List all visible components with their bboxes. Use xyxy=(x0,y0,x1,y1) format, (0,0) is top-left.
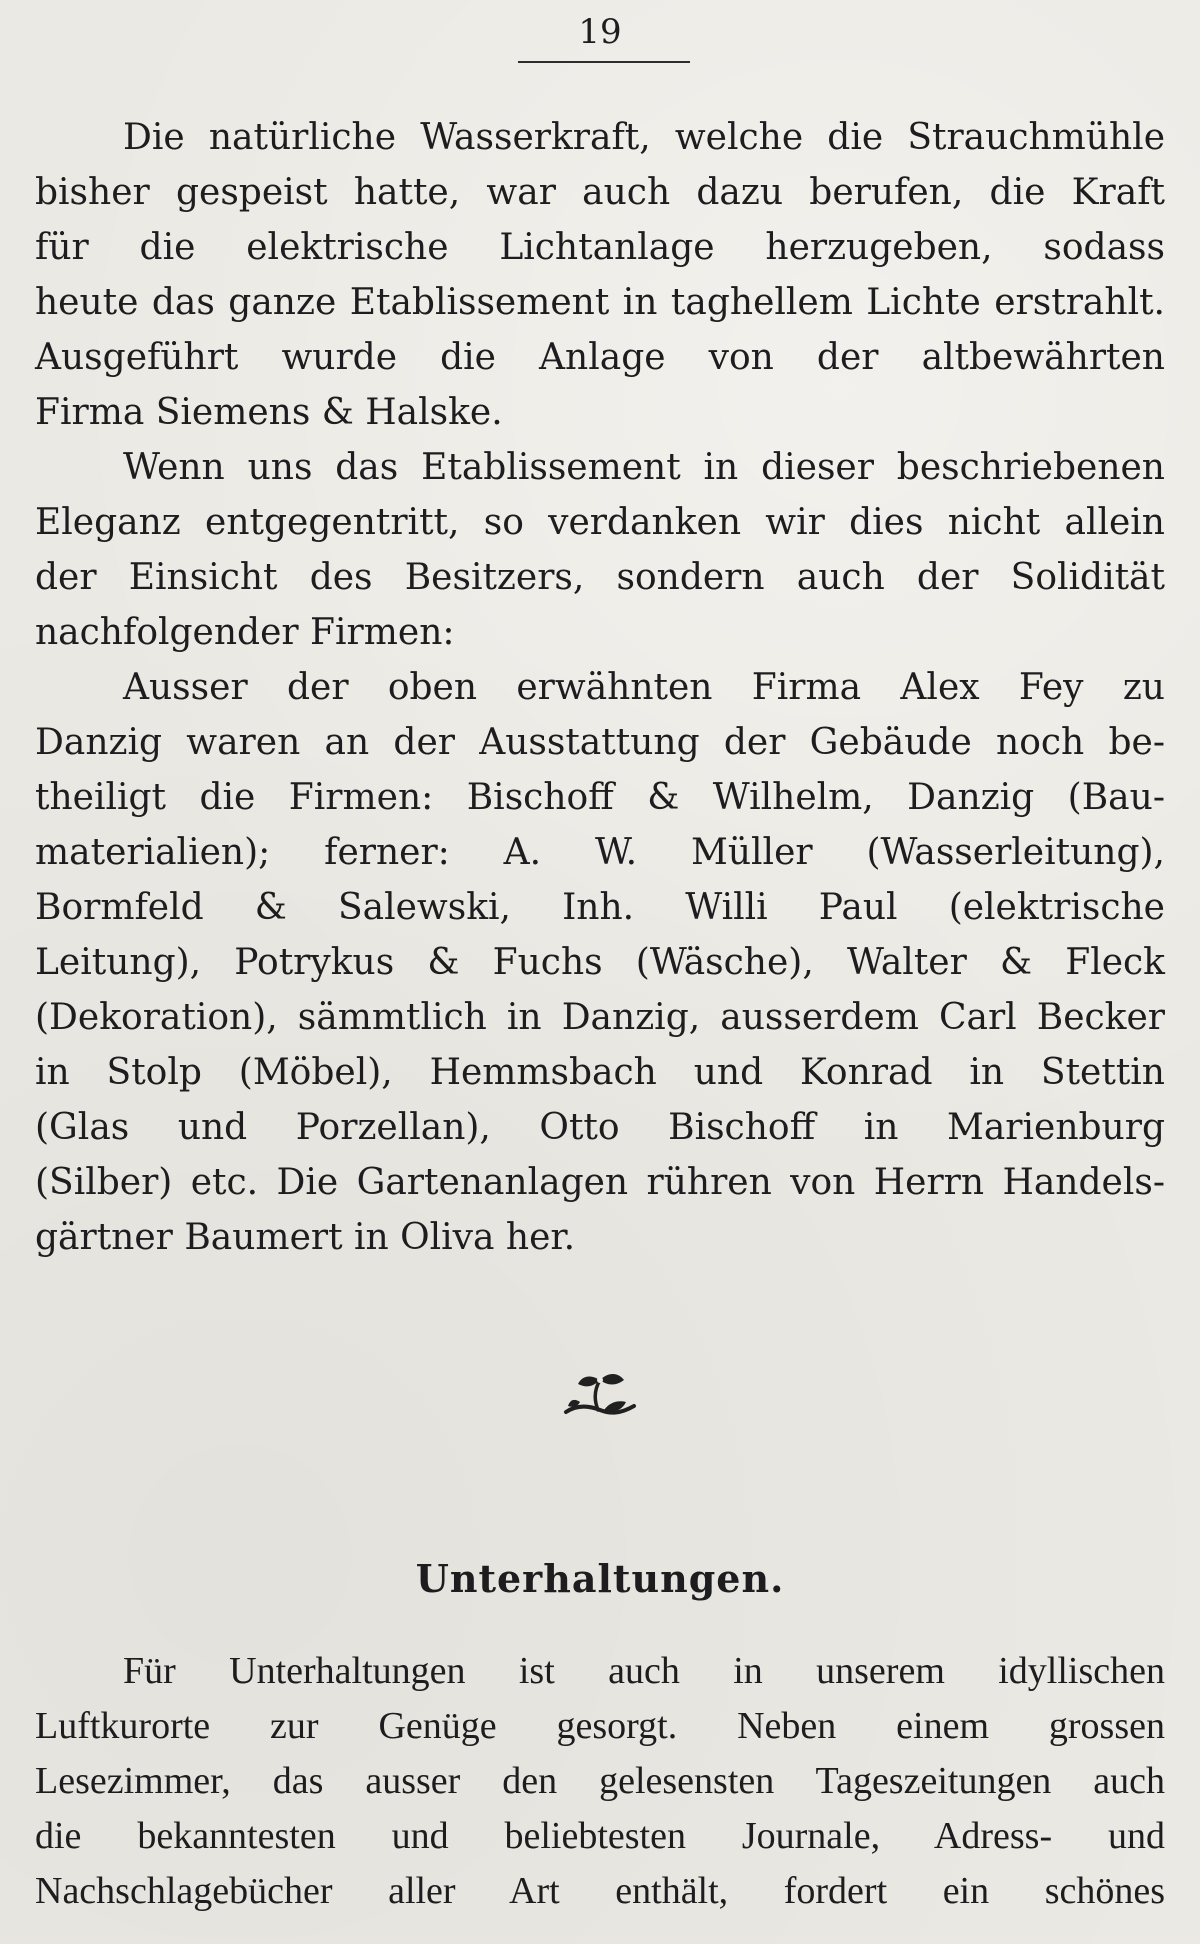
text-line: Ausgeführt wurde die Anlage von der altbewährten xyxy=(35,337,1165,378)
text-line: materialien); ferner: A. W. Müller (Wasserleitung), xyxy=(35,832,1165,873)
text-line: heute das ganze Etablissement in taghellem Lichte erstrahlt. xyxy=(35,282,1165,323)
text-line: (Silber) etc. Die Gartenanlagen rühren von Herrn Handels- xyxy=(35,1162,1165,1203)
text-line: Nachschlagebücher aller Art enthält, fordert ein schönes xyxy=(35,1870,1165,1912)
text-line: Ausser der oben erwähnten Firma Alex Fey zu xyxy=(123,667,1165,708)
text-line: Firma Siemens & Halske. xyxy=(35,392,503,433)
section-heading: Unterhaltungen. xyxy=(415,1556,785,1601)
page-number-rule xyxy=(518,61,690,63)
text-line: in Stolp (Möbel), Hemmsbach und Konrad in Stettin xyxy=(35,1052,1165,1093)
page-number: 19 xyxy=(578,12,622,52)
text-line: für die elektrische Lichtanlage herzugeben, sodass xyxy=(35,227,1165,268)
text-line: bisher gespeist hatte, war auch dazu berufen, die Kraft xyxy=(35,172,1165,213)
text-line: Die natürliche Wasserkraft, welche die Strauchmühle xyxy=(123,117,1165,158)
text-line: Wenn uns das Etablissement in dieser beschriebenen xyxy=(123,447,1165,488)
text-line: Eleganz entgegentritt, so verdanken wir dies nicht allein xyxy=(35,502,1165,543)
text-line: Lesezimmer, das ausser den gelesensten Tageszeitungen auch xyxy=(35,1760,1165,1802)
text-line: Luftkurorte zur Genüge gesorgt. Neben einem grossen xyxy=(35,1705,1165,1747)
text-line: Leitung), Potrykus & Fuchs (Wäsche), Walter & Fleck xyxy=(35,942,1165,983)
text-line: der Einsicht des Besitzers, sondern auch der Solidität xyxy=(35,557,1165,598)
text-line: die bekanntesten und beliebtesten Journale, Adress- und xyxy=(35,1815,1165,1857)
text-line: Bormfeld & Salewski, Inh. Willi Paul (elektrische xyxy=(35,887,1165,928)
text-line: nachfolgender Firmen: xyxy=(35,612,455,653)
text-line: Danzig waren an der Ausstattung der Gebäude noch be- xyxy=(35,722,1165,763)
section-two xyxy=(35,1644,1165,1919)
text-line: Für Unterhaltungen ist auch in unserem idyllischen xyxy=(123,1650,1165,1692)
floral-ornament-icon xyxy=(560,1362,642,1424)
text-line: (Glas und Porzellan), Otto Bischoff in Marienburg xyxy=(35,1107,1165,1148)
section-one xyxy=(35,110,1165,1265)
text-line: (Dekoration), sämmtlich in Danzig, ausserdem Carl Becker xyxy=(35,997,1165,1038)
text-line: gärtner Baumert in Oliva her. xyxy=(35,1217,576,1258)
text-line: theiligt die Firmen: Bischoff & Wilhelm, Danzig (Bau- xyxy=(35,777,1165,818)
